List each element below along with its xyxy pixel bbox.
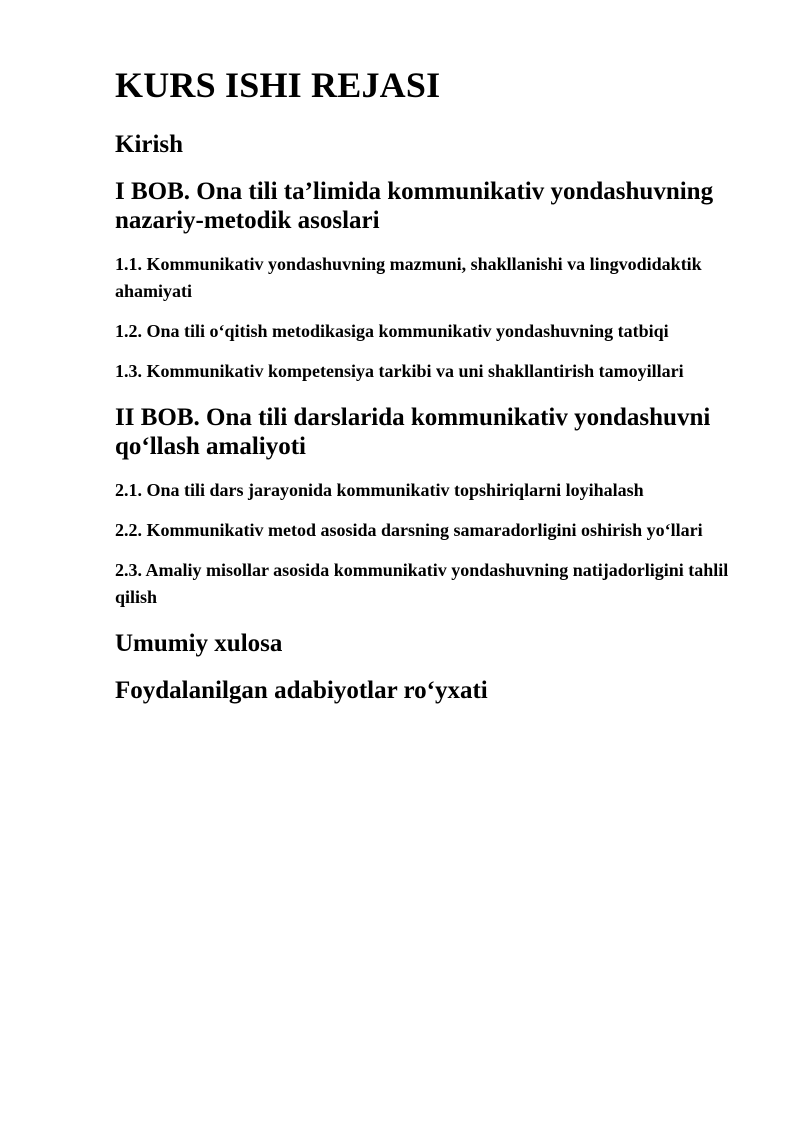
heading-chapter-1: I BOB. Ona tili ta’limida kommunikativ yondashuvning nazariy-metodik asoslari [115,178,714,234]
heading-conclusion: Umumiy xulosa [115,630,283,657]
page-title: KURS ISHI REJASI [115,65,441,105]
heading-chapter-2: II BOB. Ona tili darslarida kommunikativ yondashuvni qoʻllash amaliyoti [115,404,711,460]
outline-item-1-3: 1.3. Kommunikativ kompetensiya tarkibi va uni shakllantirish tamoyillari [115,361,684,381]
outline-item-2-3: 2.3. Amaliy misollar asosida kommunikativ yondashuvning natijadorligini tahlil qilish [115,560,729,607]
outline-item-1-2: 1.2. Ona tili oʻqitish metodikasiga kommunikativ yondashuvning tatbiqi [115,321,669,341]
outline-item-2-2: 2.2. Kommunikativ metod asosida darsning samaradorligini oshirish yoʻllari [115,520,703,540]
outline-item-2-1: 2.1. Ona tili dars jarayonida kommunikativ topshiriqlarni loyihalash [115,480,644,500]
heading-references: Foydalanilgan adabiyotlar roʻyxati [115,677,488,704]
document-content [115,64,730,705]
outline-item-1-1: 1.1. Kommunikativ yondashuvning mazmuni, shakllanishi va lingvodidaktik ahamiyati [115,254,702,301]
heading-kirish: Kirish [115,131,184,158]
